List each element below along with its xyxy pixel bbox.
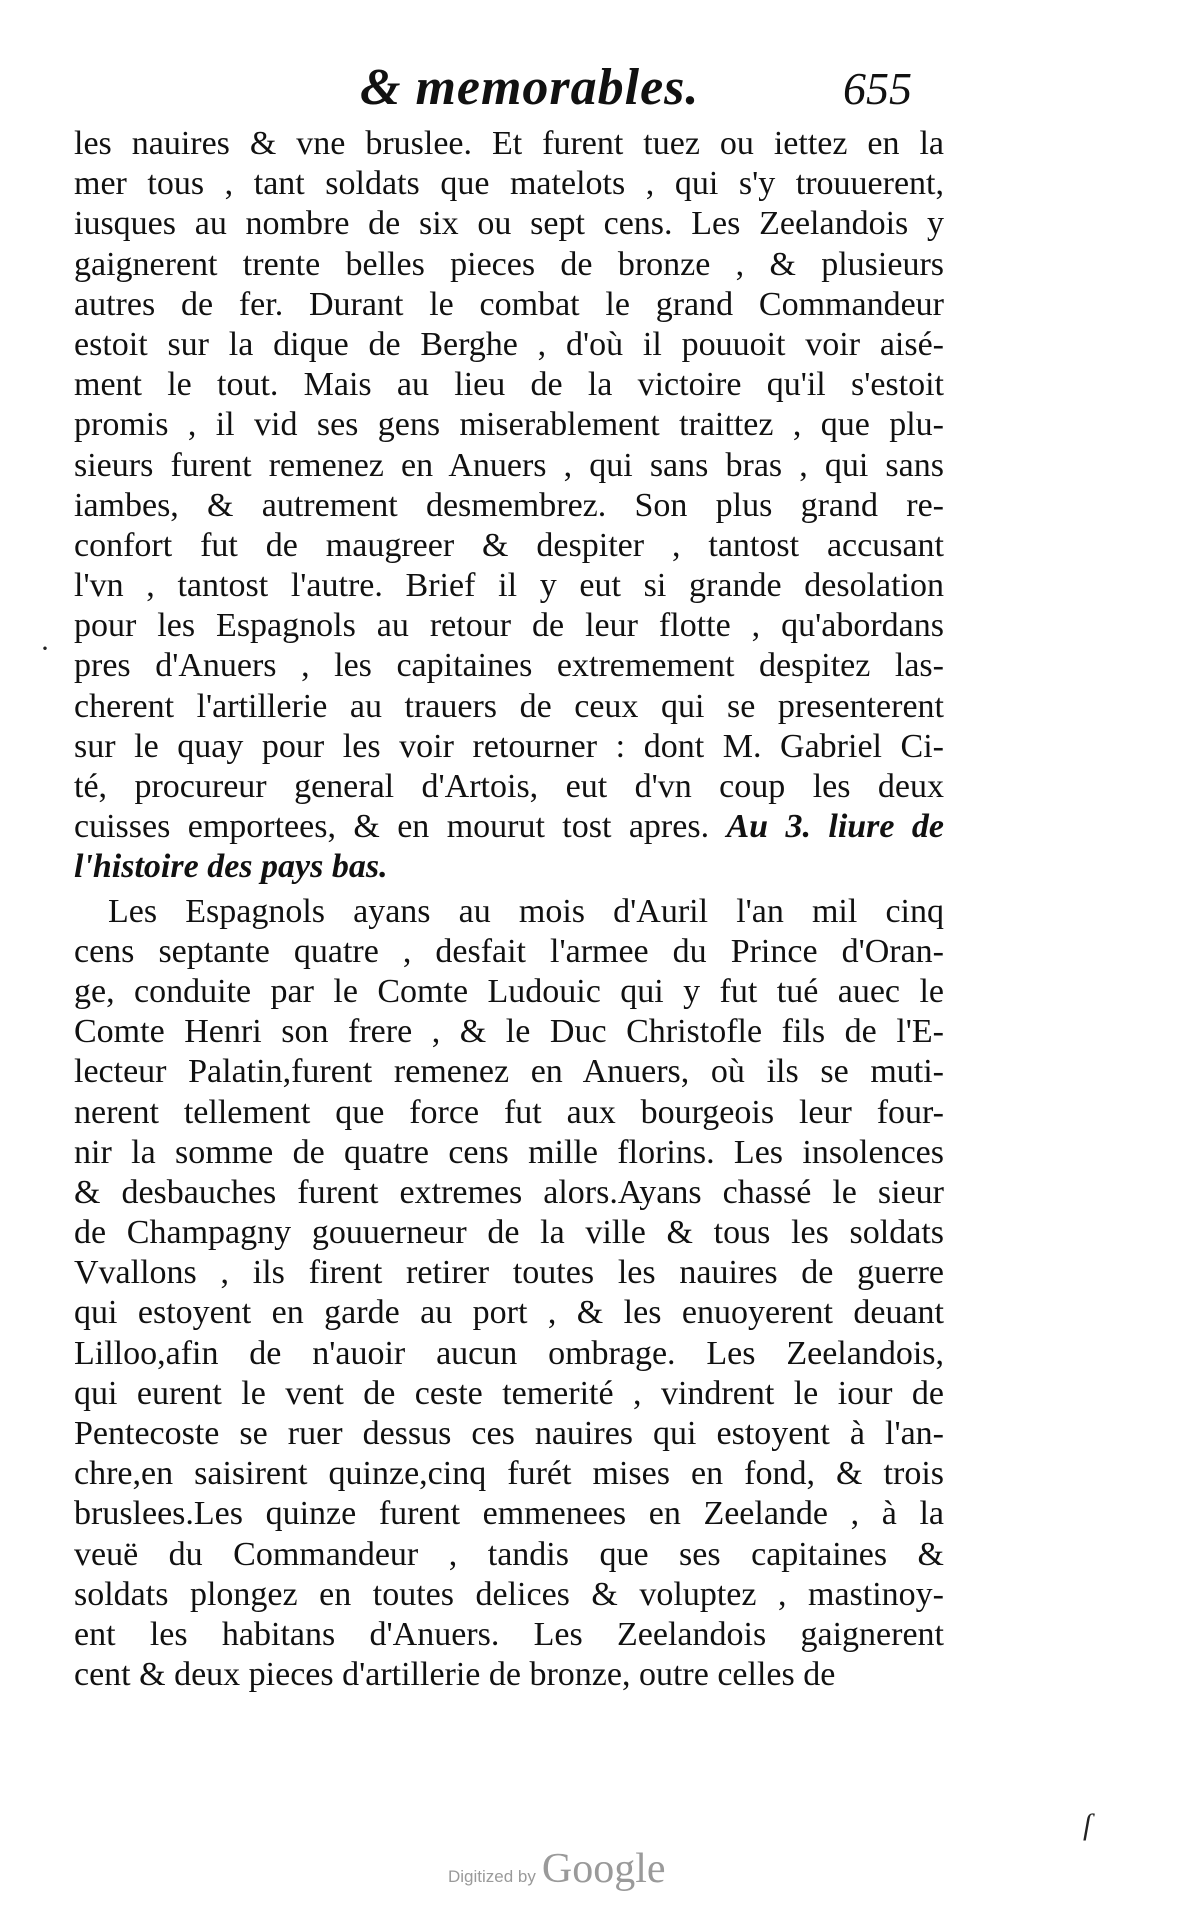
text-line: ment le tout. Mais au lieu de la victoire qu'il s'estoit <box>74 366 944 404</box>
margin-mark: ſ <box>1083 1808 1092 1841</box>
text-line: Vvallons , ils firent retirer toutes les nauires de guerre <box>74 1254 944 1292</box>
text-line: sur le quay pour les voir retourner : dont M. Gabriel Ci- <box>74 727 944 765</box>
marginal-note-continued: l'histoire des pays bas. <box>74 848 388 886</box>
text-line: l'vn , tantost l'autre. Brief il y eut si grande desolation <box>74 567 944 605</box>
marginal-note-inline: Au 3. liure de <box>726 808 944 846</box>
text-line: Les Espagnols ayans au mois d'Auril l'an mil cinq <box>108 892 944 930</box>
text-line: cherent l'artillerie au trauers de ceux qui se presenterent <box>74 687 944 725</box>
text-line: bruslees.Les quinze furent emmenees en Zeelande , à la <box>74 1495 944 1533</box>
text-line: cent & deux pieces d'artillerie de bronze, outre celles de <box>74 1656 836 1694</box>
digitized-by-label: Digitized by <box>448 1867 536 1886</box>
text-line: lecteur Palatin,furent remenez en Anuers, où ils se muti- <box>74 1053 944 1091</box>
text-line: iambes, & autrement desmembrez. Son plus grand re- <box>74 486 944 524</box>
text-line: iusques au nombre de six ou sept cens. Les Zeelandois y <box>74 205 944 243</box>
text-line: autres de fer. Durant le combat le grand Commandeur <box>74 285 944 323</box>
ink-speck: · <box>40 632 50 665</box>
text-line: les nauires & vne bruslee. Et furent tuez ou iettez en la <box>74 125 944 162</box>
text-line: ent les habitans d'Anuers. Les Zeelandois gaignerent <box>74 1615 944 1653</box>
text-line-end: cuisses emportees, & en mourut tost apres. <box>74 808 710 846</box>
text-line: de Champagny gouuerneur de la ville & tous les soldats <box>74 1214 944 1252</box>
page-number: 655 <box>843 63 912 114</box>
text-line: & desbauches furent extremes alors.Ayans chassé le sieur <box>74 1173 944 1211</box>
text-line: soldats plongez en toutes delices & voluptez , mastinoy- <box>74 1575 944 1613</box>
text-line: sieurs furent remenez en Anuers , qui sans bras , qui sans <box>74 446 944 484</box>
text-line: cens septante quatre , desfait l'armee du Prince d'Oran- <box>74 932 944 970</box>
text-line: nir la somme de quatre cens mille florins. Les insolences <box>74 1133 944 1171</box>
text-line: Lilloo,afin de n'auoir aucun ombrage. Les Zeelandois, <box>74 1334 944 1372</box>
body-text <box>74 124 944 1695</box>
digitization-watermark <box>448 1845 666 1893</box>
text-line: qui eurent le vent de ceste temerité , vindrent le iour de <box>74 1374 944 1412</box>
text-line: promis , il vid ses gens miserablement traittez , que plu- <box>74 406 944 444</box>
google-logo: Google <box>541 1846 666 1892</box>
text-line: nerent tellement que force fut aux bourgeois leur four- <box>74 1093 944 1131</box>
text-line: estoit sur la dique de Berghe , d'où il pouuoit voir aisé- <box>74 325 944 363</box>
text-line: ge, conduite par le Comte Ludouic qui y fut tué auec le <box>74 972 944 1010</box>
text-line: chre,en saisirent quinze,cinq furét mises en fond, & trois <box>74 1455 944 1493</box>
text-line: pres d'Anuers , les capitaines extremement despitez las- <box>74 647 944 685</box>
text-line: Comte Henri son frere , & le Duc Christofle fils de l'E- <box>74 1013 944 1051</box>
text-line: qui estoyent en garde au port , & les enuoyerent deuant <box>74 1294 944 1332</box>
text-line: pour les Espagnols au retour de leur flotte , qu'abordans <box>74 607 944 645</box>
text-line: confort fut de maugreer & despiter , tantost accusant <box>74 526 944 564</box>
text-line: mer tous , tant soldats que matelots , qui s'y trouuerent, <box>74 165 944 203</box>
running-head: & memorables. <box>360 59 700 116</box>
text-line: Pentecoste se ruer dessus ces nauires qui estoyent à l'an- <box>74 1415 944 1452</box>
text-line: veuë du Commandeur , tandis que ses capitaines & <box>74 1535 944 1573</box>
text-line: té, procureur general d'Artois, eut d'vn coup les deux <box>74 768 944 805</box>
text-line-with-note <box>74 807 944 847</box>
text-line: gaignerent trente belles pieces de bronze , & plusieurs <box>74 245 944 283</box>
